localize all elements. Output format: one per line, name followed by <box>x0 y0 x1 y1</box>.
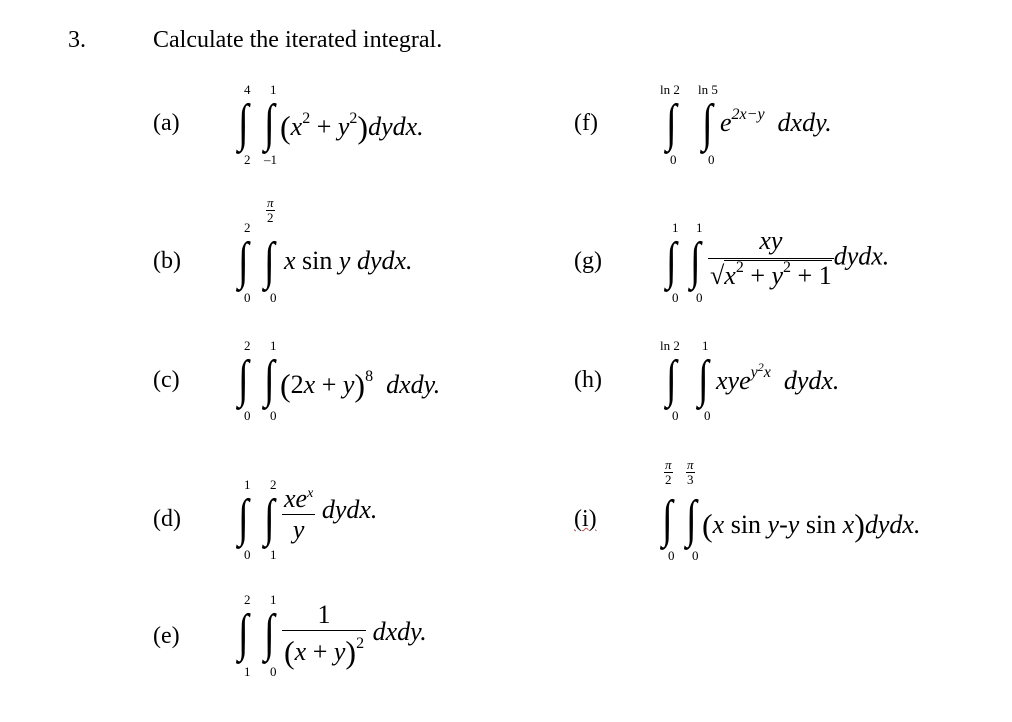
problem-g-differential: dydx. <box>833 241 890 271</box>
problem-d-inner-upper: 2 <box>270 477 277 492</box>
problem-f-integrand: $e^{2x-y}$ dxdy. <box>720 106 832 137</box>
problem-e-inner-lower: 0 <box>270 664 277 679</box>
problem-e-outer-lower: 1 <box>244 664 251 679</box>
integral-sign-inner: ∫ <box>264 95 275 152</box>
question-number: 3. <box>68 27 86 53</box>
problem-d-integrand: $\frac{xe^x}{y}$ dydx. <box>284 484 378 544</box>
integral-sign-inner: ∫ <box>264 233 275 290</box>
integral-sign-inner: ∫ <box>264 490 275 547</box>
problem-a-differential: dydx. <box>368 112 424 141</box>
integral-sign-outer: ∫ <box>662 491 673 548</box>
problem-h-inner-upper: 1 <box>702 338 709 353</box>
problem-h-integrand: xye$^{y^2x}$ dydx. <box>716 360 840 395</box>
problem-h-outer-upper: ln 2 <box>660 338 680 353</box>
problem-d-label: (d) <box>153 506 181 532</box>
problem-a-outer-upper: 4 <box>244 82 251 97</box>
problem-i-inner-lower: 0 <box>692 548 699 563</box>
problem-b-inner-lower: 0 <box>270 290 277 305</box>
problem-c-outer-lower: 0 <box>244 408 251 423</box>
problem-f-outer-lower: 0 <box>670 152 677 167</box>
problem-i-integrand: (x sin y-y sin x)dydx. <box>702 507 921 543</box>
problem-e-integrand: $\frac{1}{(x + y)^2}$ dxdy. <box>284 600 427 670</box>
problem-g-outer-upper: 1 <box>672 220 679 235</box>
problem-c-inner-upper: 1 <box>270 338 277 353</box>
problem-g-inner-lower: 0 <box>696 290 703 305</box>
integral-sign-outer: ∫ <box>238 233 249 290</box>
integral-sign-inner: ∫ <box>690 233 701 290</box>
problem-d-outer-upper: 1 <box>244 477 251 492</box>
problem-g-label: (g) <box>574 248 602 274</box>
integral-sign-inner: ∫ <box>686 491 697 548</box>
problem-b-inner-upper: π 2 <box>267 195 274 225</box>
problem-h-outer-lower: 0 <box>672 408 679 423</box>
problem-h-differential: dydx. <box>783 366 840 395</box>
problem-c-integrand: $(2x + y)^8$ dxdy. <box>280 367 441 403</box>
problem-i-outer-upper: π 2 <box>665 457 672 487</box>
integral-sign-inner: ∫ <box>698 351 709 408</box>
problem-e-label: (e) <box>153 623 180 649</box>
problem-a-label: (a) <box>153 110 180 136</box>
problem-e-differential: dxdy. <box>372 616 427 646</box>
problem-b-integrand: x sin y dydx. <box>284 246 413 275</box>
problem-c-label: (c) <box>153 367 180 393</box>
problem-a-integrand: ($x^2$ + $y^2)dydx$. <box>280 109 424 145</box>
integral-sign-outer: ∫ <box>238 605 249 662</box>
problem-f-outer-upper: ln 2 <box>660 82 680 97</box>
problem-i-inner-upper: π 3 <box>687 457 694 487</box>
problem-a-outer-lower: 2 <box>244 152 251 167</box>
problem-e-inner-upper: 1 <box>270 592 277 607</box>
integral-sign-outer: ∫ <box>238 351 249 408</box>
problem-f-differential: dxdy. <box>777 108 832 137</box>
problem-i-outer-lower: 0 <box>668 548 675 563</box>
problem-c-outer-upper: 2 <box>244 338 251 353</box>
problem-i-differential: dydx. <box>864 510 921 539</box>
integral-sign-outer: ∫ <box>666 351 677 408</box>
question-title: Calculate the iterated integral. <box>153 27 443 53</box>
integral-sign-outer: ∫ <box>666 233 677 290</box>
problem-b-outer-upper: 2 <box>244 220 251 235</box>
problem-b-differential: dydx. <box>356 246 413 275</box>
problem-a-inner-upper: 1 <box>270 82 277 97</box>
problem-d-differential: dydx. <box>321 495 378 525</box>
problem-g-integrand: $\frac{xy}{√x^2 + y^2 + 1}$ dydx. <box>710 226 890 290</box>
problem-g-inner-upper: 1 <box>696 220 703 235</box>
problem-g-outer-lower: 0 <box>672 290 679 305</box>
problem-h-label: (h) <box>574 367 602 393</box>
problem-b-label: (b) <box>153 248 181 274</box>
integral-sign-outer: ∫ <box>238 490 249 547</box>
problem-c-inner-lower: 0 <box>270 408 277 423</box>
problem-f-inner-upper: ln 5 <box>698 82 718 97</box>
integral-sign-outer: ∫ <box>666 95 677 152</box>
problem-f-label: (f) <box>574 110 598 136</box>
problem-h-inner-lower: 0 <box>704 408 711 423</box>
problem-f-inner-lower: 0 <box>708 152 715 167</box>
problem-a-inner-lower: –1 <box>264 152 277 167</box>
integral-sign-outer: ∫ <box>238 95 249 152</box>
problem-c-differential: dxdy. <box>386 370 441 399</box>
integral-sign-inner: ∫ <box>264 605 275 662</box>
problem-d-inner-lower: 1 <box>270 547 277 562</box>
integral-sign-inner: ∫ <box>702 95 713 152</box>
problem-d-outer-lower: 0 <box>244 547 251 562</box>
problem-b-outer-lower: 0 <box>244 290 251 305</box>
integral-sign-inner: ∫ <box>264 351 275 408</box>
problem-i-label: (i) <box>574 506 597 532</box>
problem-e-outer-upper: 2 <box>244 592 251 607</box>
